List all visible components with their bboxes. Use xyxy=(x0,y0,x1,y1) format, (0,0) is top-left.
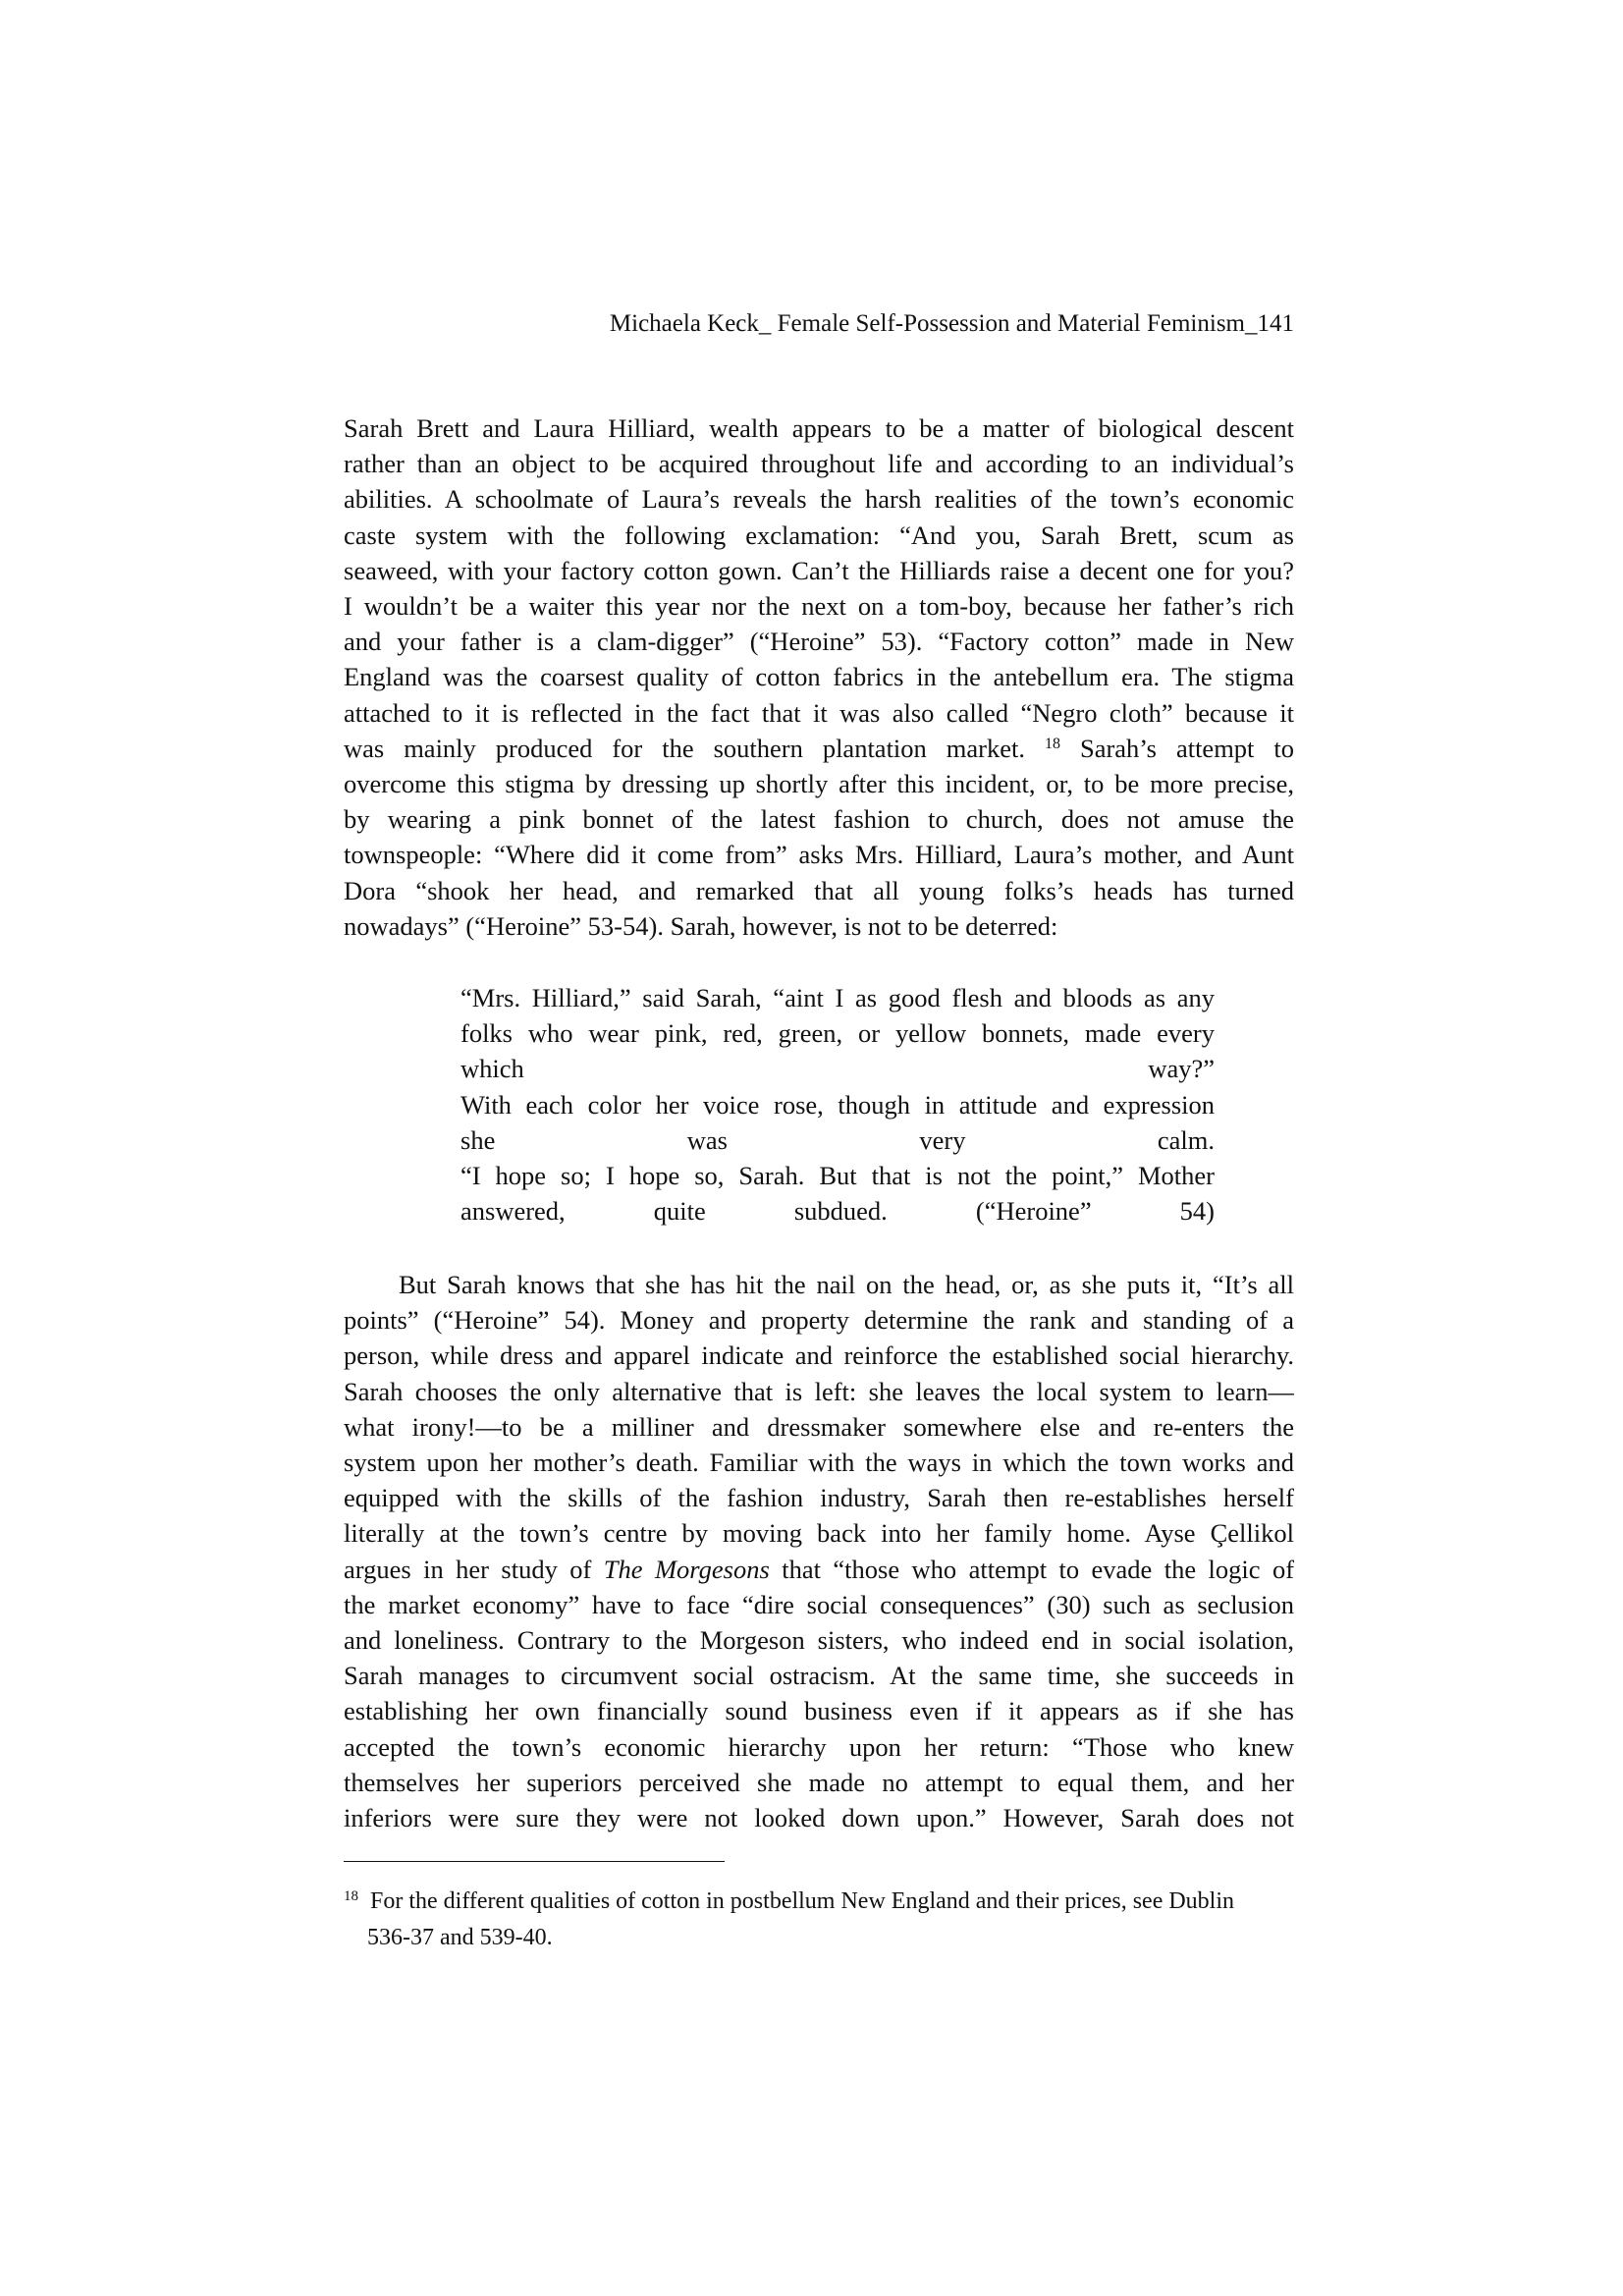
text-line: nowadays” (“Heroine” 53-54). Sarah, however, is not to be deterred: xyxy=(344,910,1058,941)
book-title: The Morgesons xyxy=(603,1554,770,1584)
footnote-divider xyxy=(344,1861,725,1862)
footnote-line: 536-37 and 539-40. xyxy=(367,1925,553,1950)
footnote xyxy=(344,1885,1294,1954)
quote-line: she was very calm. xyxy=(460,1124,1215,1155)
text-line: system upon her mother’s death. Familiar with the ways in which the town works and xyxy=(344,1448,1294,1478)
quote-line: With each color her voice rose, though in attitude and expression xyxy=(460,1089,1215,1120)
text-line: person, while dress and apparel indicate and reinforce the established social hierarchy. xyxy=(344,1340,1294,1371)
text-line: Dora “shook her head, and remarked that all young folks’s heads has turned xyxy=(344,875,1294,905)
footnote-reference[interactable]: 18 xyxy=(1044,735,1060,752)
text-line: what irony!—to be a milliner and dressmaker somewhere else and re-enters the xyxy=(344,1411,1294,1442)
quote-line: which way?” xyxy=(460,1054,1215,1084)
text-line: literally at the town’s centre by moving back into her family home. Ayse Çellikol xyxy=(344,1518,1294,1549)
paragraph-1 xyxy=(344,410,1294,944)
text-line: rather than an object to be acquired throughout life and according to an individual’s xyxy=(344,449,1294,479)
text-line: England was the coarsest quality of cotton fabrics in the antebellum era. The stigma xyxy=(344,662,1294,692)
text-line: the market economy” have to face “dire social consequences” (30) such as seclusion xyxy=(344,1589,1294,1619)
text-span: Sarah’s attempt to xyxy=(1079,733,1294,763)
footnote-number: 18 xyxy=(344,1888,358,1904)
footnote-line xyxy=(344,1885,1294,1921)
text-span: that “those who attempt to evade the logic of xyxy=(782,1554,1294,1584)
text-line: accepted the town’s economic hierarchy upon her return: “Those who knew xyxy=(344,1731,1294,1762)
text-span: argues in her study of xyxy=(344,1554,592,1584)
text-line: abilities. A schoolmate of Laura’s reveals the harsh realities of the town’s economic xyxy=(344,484,1294,515)
text-span: was mainly produced for the southern plantation market. xyxy=(344,733,1025,763)
text-line: overcome this stigma by dressing up shortly after this incident, or, to be more precise, xyxy=(344,769,1294,799)
text-line: Sarah chooses the only alternative that is left: she leaves the local system to learn— xyxy=(344,1376,1294,1406)
quote-line: “I hope so; I hope so, Sarah. But that is not the point,” Mother xyxy=(460,1161,1215,1191)
text-line: But Sarah knows that she has hit the nail on the head, or, as she puts it, “It’s all xyxy=(399,1270,1294,1299)
text-line: I wouldn’t be a waiter this year nor the next on a tom-boy, because her father’s rich xyxy=(344,591,1294,622)
text-line: inferiors were sure they were not looked down upon.” However, Sarah does not xyxy=(344,1803,1294,1833)
paragraph-2 xyxy=(344,1267,1294,1835)
text-line: and loneliness. Contrary to the Morgeson sisters, who indeed end in social isolation, xyxy=(344,1625,1294,1656)
text-line: Sarah manages to circumvent social ostracism. At the same time, she succeeds in xyxy=(344,1661,1294,1691)
block-quote xyxy=(460,980,1215,1229)
text-line: themselves her superiors perceived she made no attempt to equal them, and her xyxy=(344,1767,1294,1797)
text-line: townspeople: “Where did it come from” asks Mrs. Hilliard, Laura’s mother, and Aunt xyxy=(344,840,1294,870)
text-line: caste system with the following exclamation: “And you, Sarah Brett, scum as xyxy=(344,519,1294,550)
footnote-text: For the different qualities of cotton in postbellum New England and their prices, see Dublin xyxy=(370,1888,1235,1914)
text-line: establishing her own financially sound business even if it appears as if she has xyxy=(344,1696,1294,1726)
text-line: equipped with the skills of the fashion industry, Sarah then re-establishes herself xyxy=(344,1483,1294,1513)
text-line: and your father is a clam-digger” (“Heroine” 53). “Factory cotton” made in New xyxy=(344,627,1294,657)
text-line: attached to it is reflected in the fact that it was also called “Negro cloth” because it xyxy=(344,697,1294,728)
text-line: Sarah Brett and Laura Hilliard, wealth appears to be a matter of biological descent xyxy=(344,413,1294,443)
text-line-with-note xyxy=(344,731,1294,766)
text-line: points” (“Heroine” 54). Money and property determine the rank and standing of a xyxy=(344,1305,1294,1336)
quote-line: “Mrs. Hilliard,” said Sarah, “aint I as good flesh and bloods as any xyxy=(460,983,1215,1012)
text-line: seaweed, with your factory cotton gown. Can’t the Hilliards raise a decent one for you? xyxy=(344,555,1294,585)
quote-line: folks who wear pink, red, green, or yellow bonnets, made every xyxy=(460,1018,1215,1049)
text-line: by wearing a pink bonnet of the latest fashion to church, does not amuse the xyxy=(344,804,1294,835)
text-line-with-title xyxy=(344,1552,1294,1587)
running-head: Michaela Keck_ Female Self-Possession and Material Feminism_141 xyxy=(609,310,1294,337)
quote-line: answered, quite subdued. (“Heroine” 54) xyxy=(460,1196,1215,1227)
